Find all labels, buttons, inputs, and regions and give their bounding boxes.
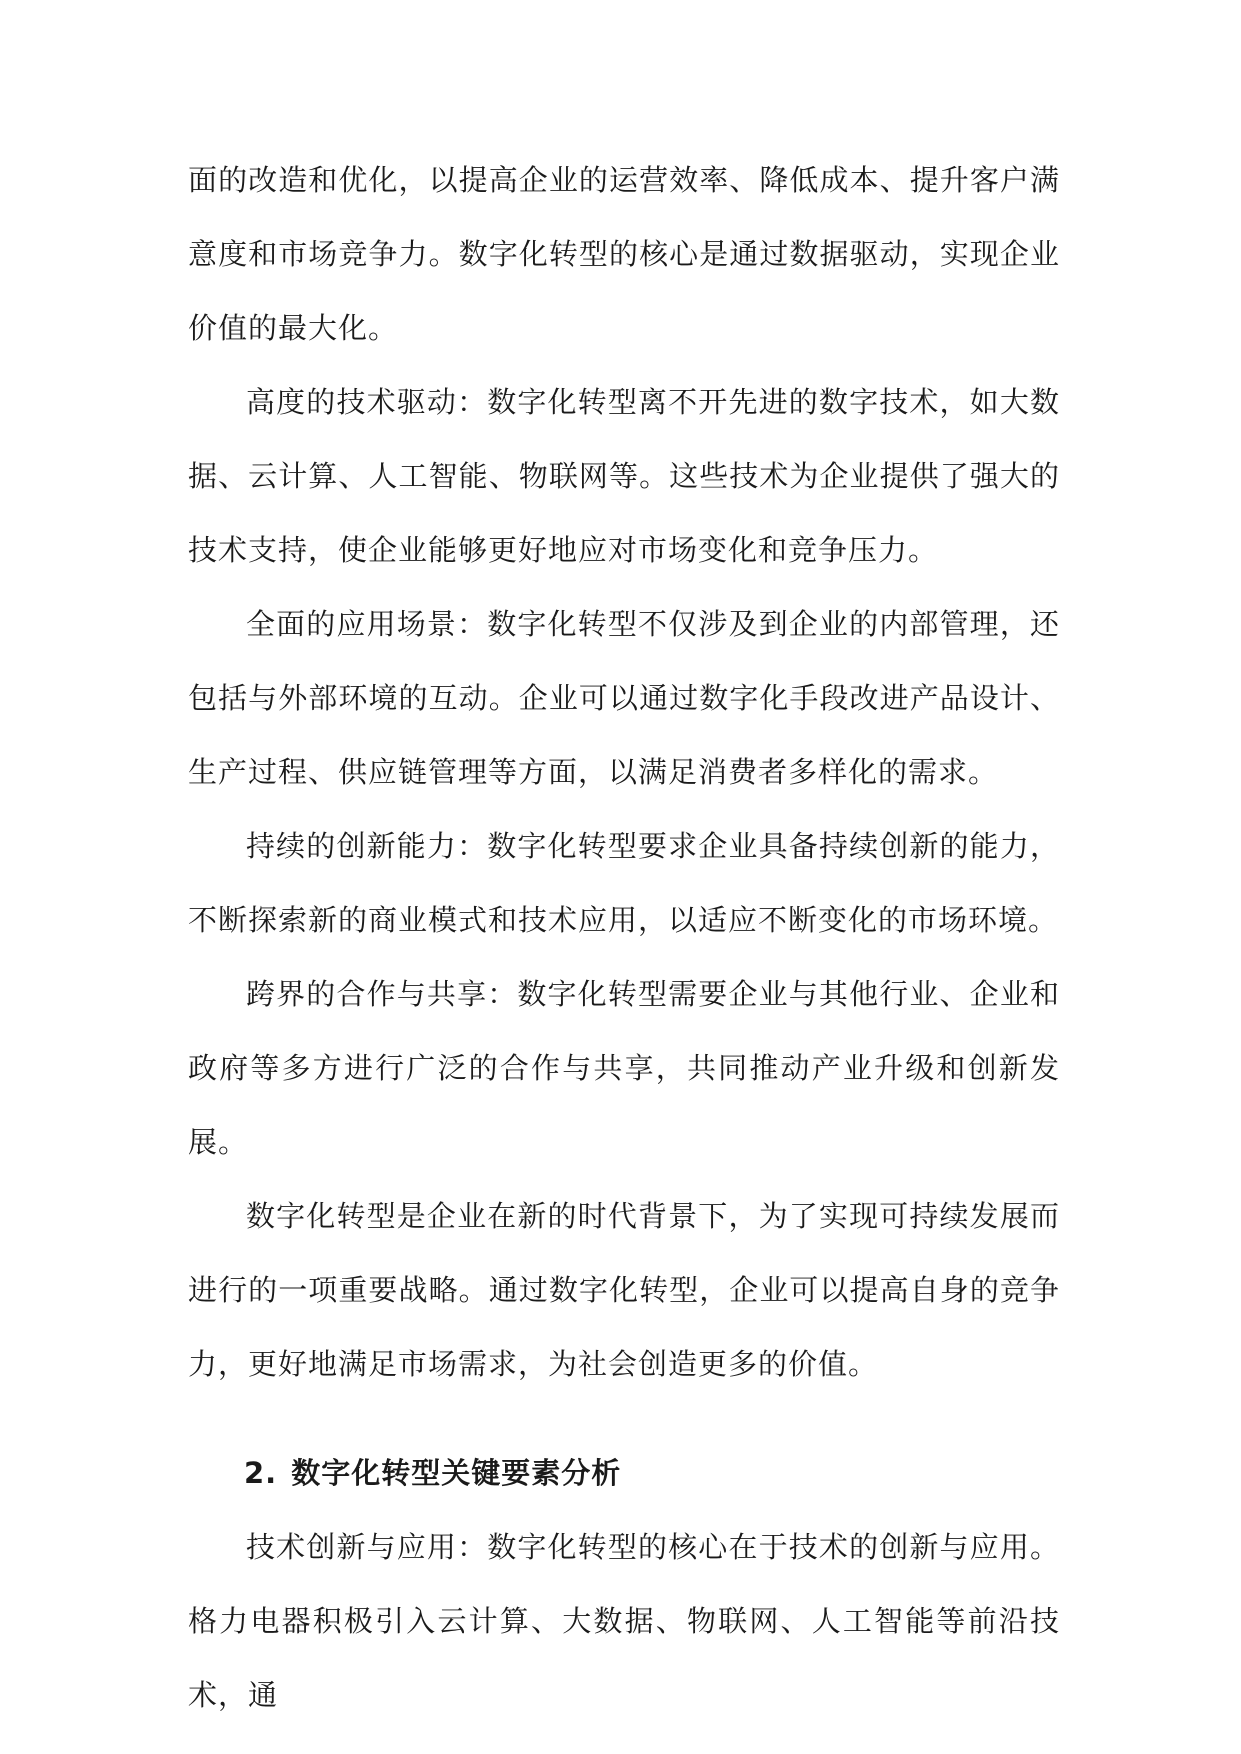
paragraph-conclusion: 数字化转型是企业在新的时代背景下，为了实现可持续发展而进行的一项重要战略。通过数字化转型，企业可以提高自身的竞争力，更好地满足市场需求，为社会创造更多的价值。: [188, 1199, 1060, 1381]
paragraph-tech-driven: 高度的技术驱动：数字化转型离不开先进的数字技术，如大数据、云计算、人工智能、物联网等。这些技术为企业提供了强大的技术支持，使企业能够更好地应对市场变化和竞争压力。: [188, 385, 1060, 567]
section-title: 数字化转型关键要素分析: [291, 1456, 622, 1490]
paragraph-continuation: 面的改造和优化，以提高企业的运营效率、降低成本、提升客户满意度和市场竞争力。数字化转型的核心是通过数据驱动，实现企业价值的最大化。: [188, 163, 1060, 345]
paragraph-tech-innovation: 技术创新与应用：数字化转型的核心在于技术的创新与应用。格力电器积极引入云计算、大数据、物联网、人工智能等前沿技术，通: [188, 1530, 1060, 1712]
paragraph-application-scenarios: 全面的应用场景：数字化转型不仅涉及到企业的内部管理，还包括与外部环境的互动。企业可以通过数字化手段改进产品设计、生产过程、供应链管理等方面，以满足消费者多样化的需求。: [188, 607, 1060, 789]
section-number: 2.: [244, 1456, 278, 1490]
paragraph-innovation-capability: 持续的创新能力：数字化转型要求企业具备持续创新的能力，不断探索新的商业模式和技术应用，以适应不断变化的市场环境。: [188, 829, 1060, 937]
paragraph-cross-border-cooperation: 跨界的合作与共享：数字化转型需要企业与其他行业、企业和政府等多方进行广泛的合作与共享，共同推动产业升级和创新发展。: [188, 977, 1060, 1159]
section-heading: [188, 1436, 1060, 1510]
document-body: [188, 143, 1060, 1732]
